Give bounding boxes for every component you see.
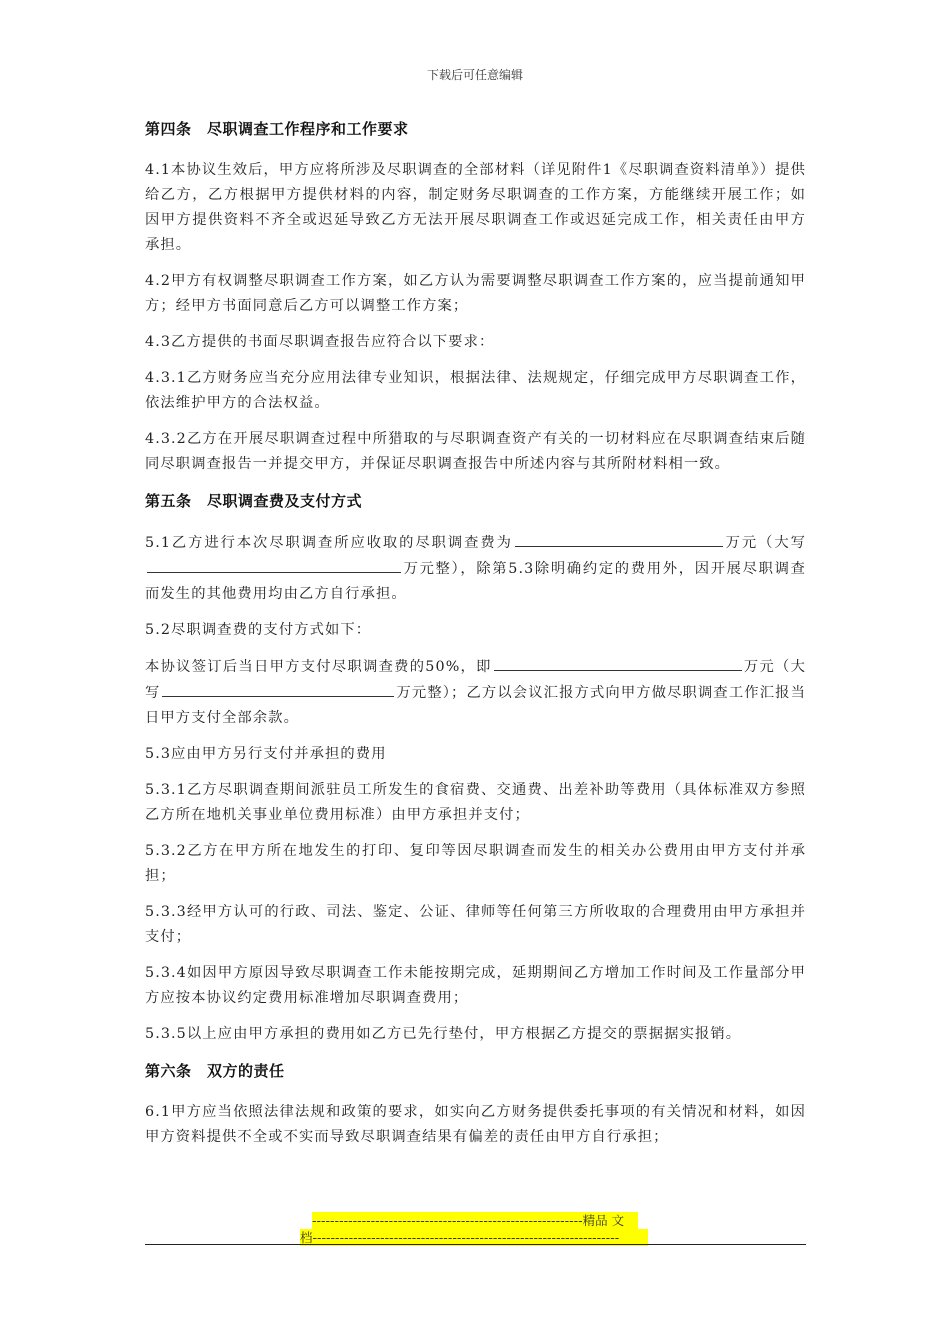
header-note: 下载后可任意编辑 xyxy=(426,68,523,82)
clause-5-2-detail xyxy=(145,654,806,731)
clause-5-3-5: 5.3.5以上应由甲方承担的费用如乙方已先行垫付，甲方根据乙方提交的票据据实报销。 xyxy=(145,1026,742,1042)
first-payment-capital-blank[interactable] xyxy=(162,680,394,697)
clause-5-3: 5.3应由甲方另行支付并承担的费用 xyxy=(145,746,387,762)
clause-4-3-2: 4.3.2乙方在开展尽职调查过程中所猎取的与尽职调查资产有关的一切材料应在尽职调查结束后随同尽职调查报告一并提交甲方，并保证尽职调查报告中所述内容与其所附材料相一致。 xyxy=(145,431,806,472)
clause-4-2: 4.2甲方有权调整尽职调查工作方案，如乙方认为需要调整尽职调查工作方案的，应当提前通知甲方；经甲方书面同意后乙方可以调整工作方案； xyxy=(145,273,806,314)
clause-6-1: 6.1甲方应当依照法律法规和政策的要求，如实向乙方财务提供委托事项的有关情况和材料，如因甲方资料提供不全或不实而导致尽职调查结果有偏差的责任由甲方自行承担； xyxy=(145,1104,806,1145)
first-payment-blank[interactable] xyxy=(494,654,742,671)
footer-line-1: ------------------------------------------------------------精品 文 xyxy=(312,1212,638,1229)
clause-5-2-text-b: 万元（大写 xyxy=(145,659,806,701)
clause-5-3-3: 5.3.3经甲方认可的行政、司法、鉴定、公证、律师等任何第三方所收取的合理费用由甲方承担并支付； xyxy=(145,904,806,945)
clause-5-2: 5.2尽职调查费的支付方式如下： xyxy=(145,622,372,638)
section-heading-6: 第六条 双方的责任 xyxy=(145,1062,285,1080)
section-heading-4: 第四条 尽职调查工作程序和工作要求 xyxy=(145,120,409,138)
footer-divider xyxy=(145,1244,806,1245)
fee-amount-capital-blank[interactable] xyxy=(147,556,401,573)
section-heading-5: 第五条 尽职调查费及支付方式 xyxy=(145,492,363,510)
clause-5-3-4: 5.3.4如因甲方原因导致尽职调查工作未能按期完成，延期期间乙方增加工作时间及工作量部分甲方应按本协议约定费用标准增加尽职调查费用； xyxy=(145,965,806,1006)
clause-5-1 xyxy=(145,530,806,607)
clause-5-1-text-c: 万元整），除第5.3除明确约定的费用外，因开展尽职调查而发生的其他费用均由乙方自行承担。 xyxy=(145,561,806,602)
clause-5-3-2: 5.3.2乙方在甲方所在地发生的打印、复印等因尽职调查而发生的相关办公费用由甲方支付并承担； xyxy=(145,843,806,884)
footer-watermark xyxy=(300,1212,650,1246)
clause-4-3-1: 4.3.1乙方财务应当充分应用法律专业知识，根据法律、法规规定，仔细完成甲方尽职调查工作，依法维护甲方的合法权益。 xyxy=(145,370,806,411)
fee-amount-blank[interactable] xyxy=(515,530,723,547)
document-body xyxy=(145,116,806,1161)
clause-5-2-text-a: 本协议签订后当日甲方支付尽职调查费的50%，即 xyxy=(145,659,492,675)
clause-5-1-text-a: 5.1乙方进行本次尽职调查所应收取的尽职调查费为 xyxy=(145,535,513,551)
clause-4-1: 4.1本协议生效后，甲方应将所涉及尽职调查的全部材料（详见附件1《尽职调查资料清单》）提供给乙方，乙方根据甲方提供材料的内容，制定财务尽职调查的工作方案，方能继续开展工作；如因甲方提供资料不齐全或迟延导致乙方无法开展尽职调查工作或迟延完成工作，相关责任由甲方承担。 xyxy=(145,162,806,253)
clause-5-1-text-b: 万元（大写 xyxy=(724,535,807,551)
footer-line-2: 档-------------------------------------------------------------------- xyxy=(300,1229,648,1246)
clause-4-3: 4.3乙方提供的书面尽职调查报告应符合以下要求： xyxy=(145,334,495,350)
clause-5-3-1: 5.3.1乙方尽职调查期间派驻员工所发生的食宿费、交通费、出差补助等费用（具体标准双方参照乙方所在地机关事业单位费用标准）由甲方承担并支付； xyxy=(145,782,806,823)
clause-5-2-text-c: 万元整）；乙方以会议汇报方式向甲方做尽职调查工作汇报当日甲方支付全部余款。 xyxy=(145,685,806,726)
